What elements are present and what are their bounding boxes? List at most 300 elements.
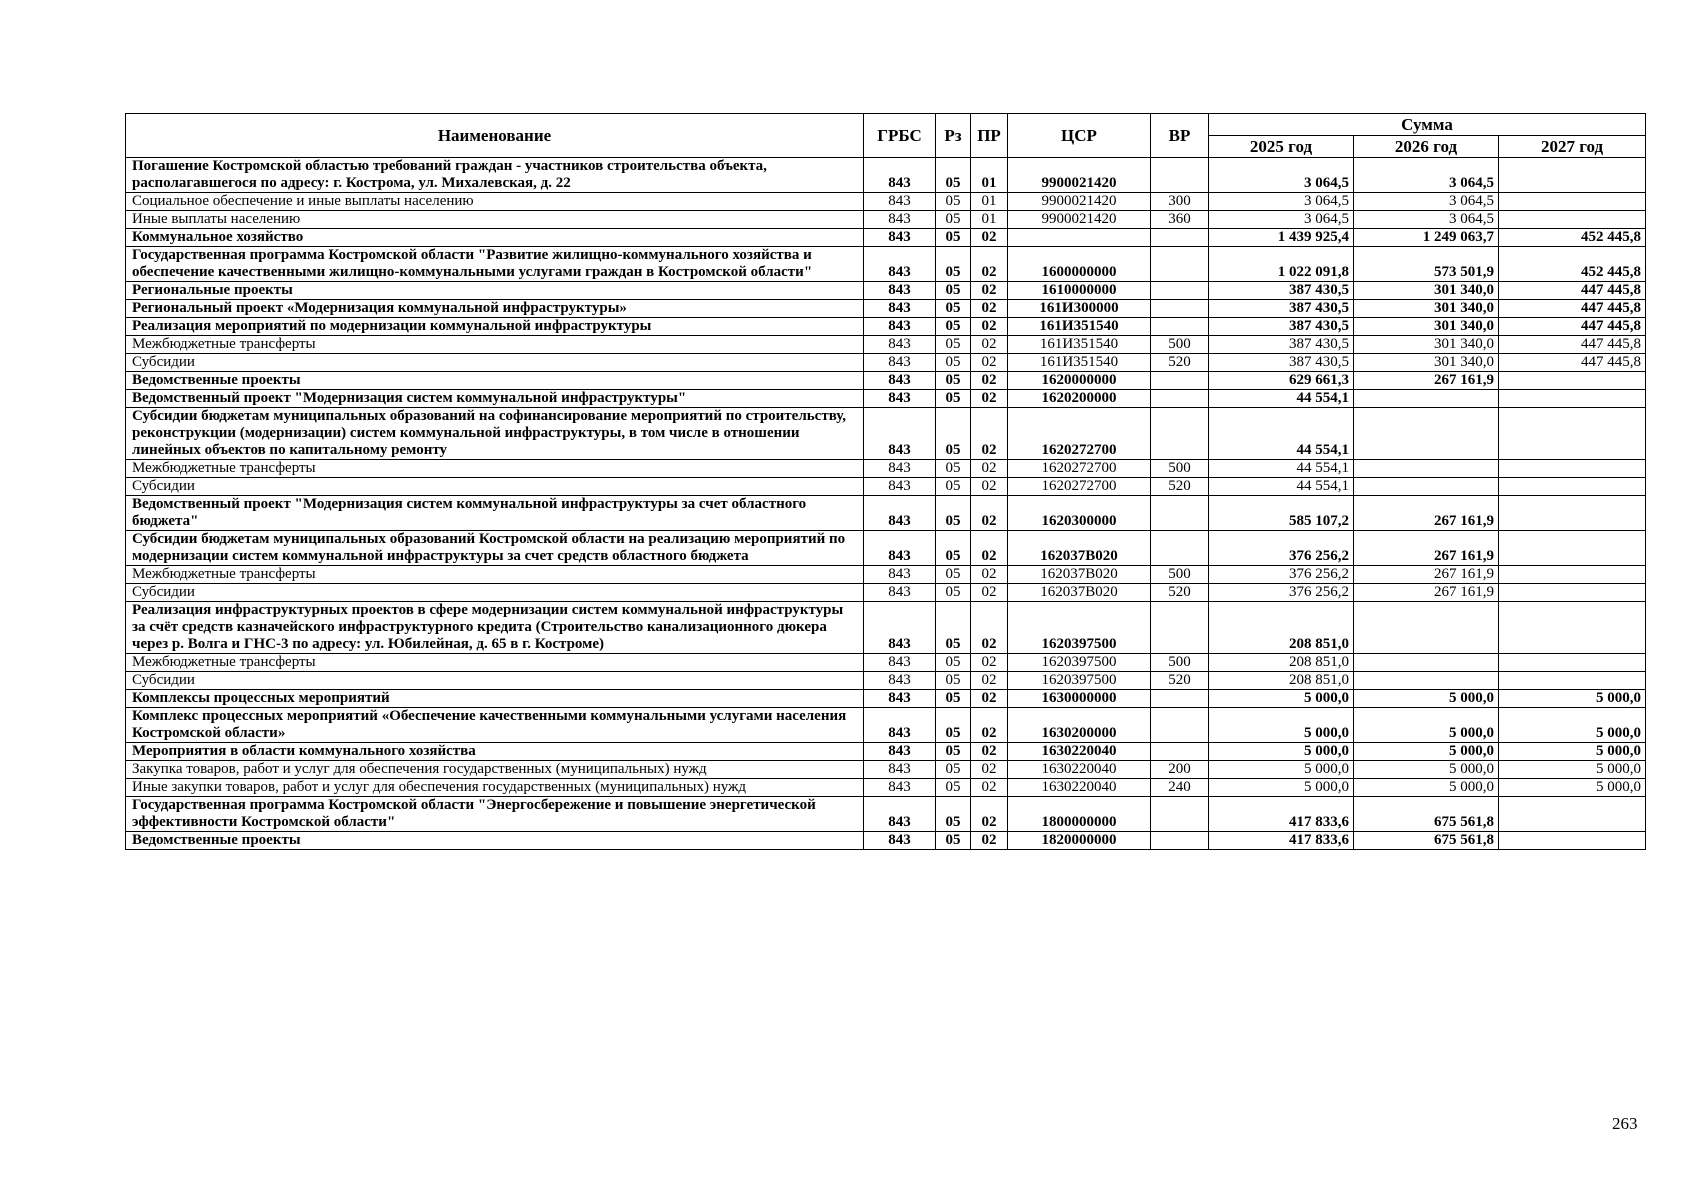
cell-vr: 200 xyxy=(1151,761,1209,779)
cell-sum-2025: 585 107,2 xyxy=(1209,496,1354,531)
cell-name: Иные выплаты населению xyxy=(126,211,864,229)
cell-rz: 05 xyxy=(936,743,971,761)
cell-name: Субсидии xyxy=(126,354,864,372)
table-row xyxy=(126,211,1646,229)
cell-name: Государственная программа Костромской области "Энергосбережение и повышение энергетической эффективности Костромской области" xyxy=(126,797,864,832)
cell-rz: 05 xyxy=(936,300,971,318)
cell-sum-2026: 5 000,0 xyxy=(1354,690,1499,708)
cell-sum-2026: 301 340,0 xyxy=(1354,336,1499,354)
cell-sum-2026 xyxy=(1354,478,1499,496)
cell-rz: 05 xyxy=(936,336,971,354)
table-row xyxy=(126,354,1646,372)
cell-pr: 02 xyxy=(971,584,1008,602)
cell-csr: 1630220040 xyxy=(1008,743,1151,761)
header-year-2026: 2026 год xyxy=(1354,136,1499,158)
cell-pr: 01 xyxy=(971,158,1008,193)
cell-name: Межбюджетные трансферты xyxy=(126,566,864,584)
cell-sum-2026: 1 249 063,7 xyxy=(1354,229,1499,247)
cell-vr: 520 xyxy=(1151,478,1209,496)
cell-name: Погашение Костромской областью требований граждан - участников строительства объекта, располагавшегося по адресу: г. Кострома, ул. Михалевская, д. 22 xyxy=(126,158,864,193)
cell-grbs: 843 xyxy=(864,602,936,654)
cell-pr: 02 xyxy=(971,408,1008,460)
cell-sum-2025: 417 833,6 xyxy=(1209,797,1354,832)
cell-name: Субсидии бюджетам муниципальных образований Костромской области на реализацию мероприятий по модернизации систем коммунальной инфраструктуры за счет средств областного бюджета xyxy=(126,531,864,566)
cell-pr: 02 xyxy=(971,690,1008,708)
cell-grbs: 843 xyxy=(864,408,936,460)
cell-vr: 240 xyxy=(1151,779,1209,797)
cell-rz: 05 xyxy=(936,797,971,832)
cell-vr: 520 xyxy=(1151,354,1209,372)
cell-sum-2026 xyxy=(1354,672,1499,690)
cell-pr: 02 xyxy=(971,372,1008,390)
cell-sum-2027 xyxy=(1499,672,1646,690)
cell-sum-2027 xyxy=(1499,797,1646,832)
cell-csr: 1620397500 xyxy=(1008,672,1151,690)
cell-rz: 05 xyxy=(936,193,971,211)
cell-sum-2026 xyxy=(1354,390,1499,408)
cell-sum-2027: 452 445,8 xyxy=(1499,247,1646,282)
cell-rz: 05 xyxy=(936,158,971,193)
cell-rz: 05 xyxy=(936,318,971,336)
cell-pr: 02 xyxy=(971,496,1008,531)
cell-sum-2025: 44 554,1 xyxy=(1209,390,1354,408)
cell-sum-2027: 5 000,0 xyxy=(1499,743,1646,761)
cell-sum-2025: 387 430,5 xyxy=(1209,354,1354,372)
cell-sum-2027 xyxy=(1499,602,1646,654)
cell-name: Ведомственный проект "Модернизация систем коммунальной инфраструктуры за счет областного бюджета" xyxy=(126,496,864,531)
cell-pr: 02 xyxy=(971,478,1008,496)
cell-grbs: 843 xyxy=(864,390,936,408)
table-row xyxy=(126,496,1646,531)
cell-rz: 05 xyxy=(936,602,971,654)
cell-csr: 1620272700 xyxy=(1008,408,1151,460)
table-row xyxy=(126,372,1646,390)
cell-sum-2025: 3 064,5 xyxy=(1209,158,1354,193)
cell-pr: 02 xyxy=(971,318,1008,336)
cell-sum-2025: 1 022 091,8 xyxy=(1209,247,1354,282)
cell-grbs: 843 xyxy=(864,372,936,390)
cell-csr: 1620272700 xyxy=(1008,478,1151,496)
table-row xyxy=(126,318,1646,336)
cell-grbs: 843 xyxy=(864,832,936,850)
cell-name: Субсидии xyxy=(126,584,864,602)
cell-sum-2026: 301 340,0 xyxy=(1354,300,1499,318)
cell-vr xyxy=(1151,708,1209,743)
table-row xyxy=(126,761,1646,779)
cell-pr: 02 xyxy=(971,708,1008,743)
cell-sum-2026 xyxy=(1354,654,1499,672)
cell-rz: 05 xyxy=(936,654,971,672)
cell-vr: 300 xyxy=(1151,193,1209,211)
cell-pr: 02 xyxy=(971,566,1008,584)
cell-csr: 161И351540 xyxy=(1008,318,1151,336)
cell-pr: 01 xyxy=(971,193,1008,211)
cell-sum-2026: 3 064,5 xyxy=(1354,158,1499,193)
cell-pr: 02 xyxy=(971,354,1008,372)
cell-name: Межбюджетные трансферты xyxy=(126,654,864,672)
cell-vr xyxy=(1151,531,1209,566)
cell-pr: 02 xyxy=(971,531,1008,566)
header-grbs: ГРБС xyxy=(864,114,936,158)
cell-vr xyxy=(1151,496,1209,531)
cell-grbs: 843 xyxy=(864,478,936,496)
cell-name: Межбюджетные трансферты xyxy=(126,460,864,478)
cell-sum-2025: 387 430,5 xyxy=(1209,282,1354,300)
cell-sum-2027 xyxy=(1499,211,1646,229)
cell-rz: 05 xyxy=(936,761,971,779)
cell-csr: 1620300000 xyxy=(1008,496,1151,531)
cell-pr: 02 xyxy=(971,602,1008,654)
cell-sum-2027 xyxy=(1499,372,1646,390)
cell-grbs: 843 xyxy=(864,531,936,566)
cell-sum-2025: 387 430,5 xyxy=(1209,336,1354,354)
cell-grbs: 843 xyxy=(864,743,936,761)
cell-rz: 05 xyxy=(936,282,971,300)
cell-sum-2027: 452 445,8 xyxy=(1499,229,1646,247)
cell-vr: 520 xyxy=(1151,672,1209,690)
cell-grbs: 843 xyxy=(864,708,936,743)
cell-csr: 162037В020 xyxy=(1008,584,1151,602)
cell-vr xyxy=(1151,229,1209,247)
cell-sum-2027 xyxy=(1499,460,1646,478)
cell-sum-2026 xyxy=(1354,602,1499,654)
cell-rz: 05 xyxy=(936,354,971,372)
cell-rz: 05 xyxy=(936,531,971,566)
cell-sum-2027 xyxy=(1499,408,1646,460)
cell-name: Коммунальное хозяйство xyxy=(126,229,864,247)
cell-sum-2025: 5 000,0 xyxy=(1209,690,1354,708)
cell-grbs: 843 xyxy=(864,672,936,690)
cell-vr: 500 xyxy=(1151,460,1209,478)
cell-grbs: 843 xyxy=(864,158,936,193)
cell-csr: 162037В020 xyxy=(1008,531,1151,566)
cell-name: Ведомственные проекты xyxy=(126,372,864,390)
table-row xyxy=(126,478,1646,496)
table-row xyxy=(126,584,1646,602)
cell-grbs: 843 xyxy=(864,318,936,336)
cell-rz: 05 xyxy=(936,584,971,602)
cell-grbs: 843 xyxy=(864,354,936,372)
cell-sum-2027: 447 445,8 xyxy=(1499,336,1646,354)
cell-sum-2026: 267 161,9 xyxy=(1354,372,1499,390)
cell-rz: 05 xyxy=(936,478,971,496)
cell-grbs: 843 xyxy=(864,779,936,797)
cell-sum-2026: 267 161,9 xyxy=(1354,584,1499,602)
cell-vr xyxy=(1151,247,1209,282)
cell-vr xyxy=(1151,832,1209,850)
cell-sum-2027: 5 000,0 xyxy=(1499,779,1646,797)
cell-sum-2027 xyxy=(1499,584,1646,602)
cell-sum-2026: 5 000,0 xyxy=(1354,708,1499,743)
cell-sum-2027 xyxy=(1499,193,1646,211)
cell-sum-2025: 5 000,0 xyxy=(1209,779,1354,797)
cell-csr: 161И351540 xyxy=(1008,336,1151,354)
cell-grbs: 843 xyxy=(864,584,936,602)
header-rz: Рз xyxy=(936,114,971,158)
cell-name: Комплекс процессных мероприятий «Обеспечение качественными коммунальными услугами населения Костромской области» xyxy=(126,708,864,743)
cell-grbs: 843 xyxy=(864,690,936,708)
cell-vr xyxy=(1151,318,1209,336)
cell-csr: 9900021420 xyxy=(1008,193,1151,211)
cell-pr: 02 xyxy=(971,460,1008,478)
header-name: Наименование xyxy=(126,114,864,158)
table-row xyxy=(126,390,1646,408)
cell-vr: 520 xyxy=(1151,584,1209,602)
page-number: 263 xyxy=(1612,1114,1638,1133)
cell-sum-2025: 5 000,0 xyxy=(1209,743,1354,761)
cell-rz: 05 xyxy=(936,372,971,390)
cell-pr: 02 xyxy=(971,282,1008,300)
cell-sum-2027: 5 000,0 xyxy=(1499,761,1646,779)
cell-rz: 05 xyxy=(936,460,971,478)
cell-grbs: 843 xyxy=(864,282,936,300)
cell-name: Субсидии xyxy=(126,478,864,496)
cell-sum-2026 xyxy=(1354,408,1499,460)
cell-sum-2025: 1 439 925,4 xyxy=(1209,229,1354,247)
table-row xyxy=(126,566,1646,584)
cell-name: Субсидии бюджетам муниципальных образований на софинансирование мероприятий по строительству, реконструкции (модернизации) систем коммунальной инфраструктуры, в том числе в отношении линейных объектов по капитальному ремонту xyxy=(126,408,864,460)
cell-vr xyxy=(1151,743,1209,761)
cell-vr xyxy=(1151,158,1209,193)
table-row xyxy=(126,158,1646,193)
cell-csr: 9900021420 xyxy=(1008,211,1151,229)
cell-name: Ведомственные проекты xyxy=(126,832,864,850)
header-vr: ВР xyxy=(1151,114,1209,158)
cell-name: Иные закупки товаров, работ и услуг для обеспечения государственных (муниципальных) нужд xyxy=(126,779,864,797)
cell-vr xyxy=(1151,300,1209,318)
cell-grbs: 843 xyxy=(864,193,936,211)
cell-sum-2027: 447 445,8 xyxy=(1499,282,1646,300)
cell-sum-2025: 629 661,3 xyxy=(1209,372,1354,390)
cell-vr: 500 xyxy=(1151,336,1209,354)
cell-grbs: 843 xyxy=(864,300,936,318)
cell-name: Государственная программа Костромской области "Развитие жилищно-коммунального хозяйства и обеспечение качественными жилищно-коммунальными услугами граждан в Костромской области" xyxy=(126,247,864,282)
cell-sum-2025: 5 000,0 xyxy=(1209,708,1354,743)
header-pr: ПР xyxy=(971,114,1008,158)
cell-rz: 05 xyxy=(936,690,971,708)
cell-sum-2026: 5 000,0 xyxy=(1354,779,1499,797)
cell-sum-2027: 5 000,0 xyxy=(1499,690,1646,708)
cell-csr: 1610000000 xyxy=(1008,282,1151,300)
cell-rz: 05 xyxy=(936,832,971,850)
cell-sum-2027 xyxy=(1499,390,1646,408)
cell-sum-2026: 301 340,0 xyxy=(1354,318,1499,336)
cell-grbs: 843 xyxy=(864,336,936,354)
cell-name: Реализация мероприятий по модернизации коммунальной инфраструктуры xyxy=(126,318,864,336)
table-row xyxy=(126,672,1646,690)
cell-sum-2025: 417 833,6 xyxy=(1209,832,1354,850)
table-row xyxy=(126,708,1646,743)
cell-rz: 05 xyxy=(936,390,971,408)
cell-sum-2027: 5 000,0 xyxy=(1499,708,1646,743)
cell-sum-2026 xyxy=(1354,460,1499,478)
cell-sum-2027: 447 445,8 xyxy=(1499,300,1646,318)
cell-sum-2027 xyxy=(1499,566,1646,584)
table-row xyxy=(126,531,1646,566)
cell-grbs: 843 xyxy=(864,247,936,282)
cell-sum-2026: 267 161,9 xyxy=(1354,531,1499,566)
cell-sum-2026: 267 161,9 xyxy=(1354,566,1499,584)
cell-sum-2027 xyxy=(1499,496,1646,531)
budget-table xyxy=(125,113,1646,850)
cell-pr: 02 xyxy=(971,336,1008,354)
table-row xyxy=(126,193,1646,211)
cell-grbs: 843 xyxy=(864,761,936,779)
table-row xyxy=(126,229,1646,247)
cell-csr: 162037В020 xyxy=(1008,566,1151,584)
table-row xyxy=(126,654,1646,672)
cell-rz: 05 xyxy=(936,211,971,229)
cell-sum-2027 xyxy=(1499,531,1646,566)
cell-sum-2027 xyxy=(1499,158,1646,193)
cell-csr: 1620200000 xyxy=(1008,390,1151,408)
cell-name: Межбюджетные трансферты xyxy=(126,336,864,354)
cell-pr: 02 xyxy=(971,247,1008,282)
cell-grbs: 843 xyxy=(864,211,936,229)
cell-name: Региональные проекты xyxy=(126,282,864,300)
cell-vr xyxy=(1151,602,1209,654)
cell-grbs: 843 xyxy=(864,566,936,584)
cell-name: Мероприятия в области коммунального хозяйства xyxy=(126,743,864,761)
cell-sum-2025: 376 256,2 xyxy=(1209,566,1354,584)
cell-rz: 05 xyxy=(936,496,971,531)
cell-rz: 05 xyxy=(936,779,971,797)
cell-sum-2025: 5 000,0 xyxy=(1209,761,1354,779)
cell-sum-2027: 447 445,8 xyxy=(1499,354,1646,372)
table-row xyxy=(126,282,1646,300)
table-body xyxy=(126,158,1646,850)
table-row xyxy=(126,300,1646,318)
table-row xyxy=(126,336,1646,354)
cell-pr: 02 xyxy=(971,672,1008,690)
cell-rz: 05 xyxy=(936,247,971,282)
cell-sum-2025: 44 554,1 xyxy=(1209,460,1354,478)
cell-name: Закупка товаров, работ и услуг для обеспечения государственных (муниципальных) нужд xyxy=(126,761,864,779)
cell-sum-2025: 208 851,0 xyxy=(1209,602,1354,654)
cell-vr xyxy=(1151,282,1209,300)
cell-sum-2026: 301 340,0 xyxy=(1354,282,1499,300)
cell-sum-2027 xyxy=(1499,832,1646,850)
cell-sum-2026: 675 561,8 xyxy=(1354,832,1499,850)
table-row xyxy=(126,832,1646,850)
cell-pr: 02 xyxy=(971,832,1008,850)
cell-sum-2025: 376 256,2 xyxy=(1209,584,1354,602)
table-row xyxy=(126,460,1646,478)
cell-pr: 02 xyxy=(971,390,1008,408)
cell-vr xyxy=(1151,372,1209,390)
cell-rz: 05 xyxy=(936,229,971,247)
header-year-2027: 2027 год xyxy=(1499,136,1646,158)
cell-vr: 500 xyxy=(1151,654,1209,672)
cell-rz: 05 xyxy=(936,408,971,460)
cell-pr: 02 xyxy=(971,743,1008,761)
cell-grbs: 843 xyxy=(864,797,936,832)
cell-sum-2026: 5 000,0 xyxy=(1354,761,1499,779)
cell-name: Социальное обеспечение и иные выплаты населению xyxy=(126,193,864,211)
cell-csr: 1800000000 xyxy=(1008,797,1151,832)
cell-sum-2026: 573 501,9 xyxy=(1354,247,1499,282)
cell-sum-2027 xyxy=(1499,478,1646,496)
header-year-2025: 2025 год xyxy=(1209,136,1354,158)
cell-sum-2027: 447 445,8 xyxy=(1499,318,1646,336)
table-row xyxy=(126,602,1646,654)
cell-pr: 02 xyxy=(971,654,1008,672)
cell-name: Реализация инфраструктурных проектов в сфере модернизации систем коммунальной инфраструктуры за счёт средств казначейского инфраструктурного кредита (Строительство канализационного дюкера через р. Волга и ГНС-3 по адресу: ул. Юбилейная, д. 65 в г. Костроме) xyxy=(126,602,864,654)
cell-name: Субсидии xyxy=(126,672,864,690)
cell-grbs: 843 xyxy=(864,460,936,478)
cell-csr: 1630220040 xyxy=(1008,779,1151,797)
cell-csr: 1630200000 xyxy=(1008,708,1151,743)
cell-sum-2026: 3 064,5 xyxy=(1354,193,1499,211)
cell-csr: 1630220040 xyxy=(1008,761,1151,779)
cell-pr: 02 xyxy=(971,779,1008,797)
cell-name: Региональный проект «Модернизация коммунальной инфраструктуры» xyxy=(126,300,864,318)
cell-sum-2025: 3 064,5 xyxy=(1209,211,1354,229)
cell-sum-2025: 376 256,2 xyxy=(1209,531,1354,566)
cell-sum-2025: 387 430,5 xyxy=(1209,300,1354,318)
table-row xyxy=(126,779,1646,797)
table-row xyxy=(126,408,1646,460)
cell-sum-2025: 208 851,0 xyxy=(1209,654,1354,672)
cell-sum-2025: 208 851,0 xyxy=(1209,672,1354,690)
cell-vr xyxy=(1151,408,1209,460)
cell-vr xyxy=(1151,390,1209,408)
cell-pr: 02 xyxy=(971,761,1008,779)
table-row xyxy=(126,247,1646,282)
cell-sum-2027 xyxy=(1499,654,1646,672)
cell-pr: 02 xyxy=(971,229,1008,247)
cell-grbs: 843 xyxy=(864,654,936,672)
cell-sum-2026: 675 561,8 xyxy=(1354,797,1499,832)
cell-pr: 02 xyxy=(971,300,1008,318)
cell-csr: 1620397500 xyxy=(1008,602,1151,654)
table-header xyxy=(126,114,1646,158)
cell-csr xyxy=(1008,229,1151,247)
cell-sum-2025: 44 554,1 xyxy=(1209,408,1354,460)
cell-name: Комплексы процессных мероприятий xyxy=(126,690,864,708)
cell-csr: 161И351540 xyxy=(1008,354,1151,372)
cell-sum-2025: 387 430,5 xyxy=(1209,318,1354,336)
cell-csr: 1620000000 xyxy=(1008,372,1151,390)
cell-csr: 1620397500 xyxy=(1008,654,1151,672)
cell-csr: 1600000000 xyxy=(1008,247,1151,282)
cell-vr: 360 xyxy=(1151,211,1209,229)
cell-csr: 1630000000 xyxy=(1008,690,1151,708)
cell-grbs: 843 xyxy=(864,229,936,247)
cell-csr: 1620272700 xyxy=(1008,460,1151,478)
table-row xyxy=(126,743,1646,761)
cell-sum-2025: 3 064,5 xyxy=(1209,193,1354,211)
cell-csr: 1820000000 xyxy=(1008,832,1151,850)
cell-rz: 05 xyxy=(936,566,971,584)
cell-sum-2026: 267 161,9 xyxy=(1354,496,1499,531)
cell-pr: 01 xyxy=(971,211,1008,229)
cell-sum-2026: 301 340,0 xyxy=(1354,354,1499,372)
cell-name: Ведомственный проект "Модернизация систем коммунальной инфраструктуры" xyxy=(126,390,864,408)
cell-rz: 05 xyxy=(936,708,971,743)
cell-vr xyxy=(1151,690,1209,708)
cell-csr: 161И300000 xyxy=(1008,300,1151,318)
cell-vr xyxy=(1151,797,1209,832)
cell-sum-2025: 44 554,1 xyxy=(1209,478,1354,496)
cell-rz: 05 xyxy=(936,672,971,690)
cell-vr: 500 xyxy=(1151,566,1209,584)
cell-grbs: 843 xyxy=(864,496,936,531)
header-sum: Сумма xyxy=(1209,114,1646,136)
cell-pr: 02 xyxy=(971,797,1008,832)
table-row xyxy=(126,797,1646,832)
table-row xyxy=(126,690,1646,708)
